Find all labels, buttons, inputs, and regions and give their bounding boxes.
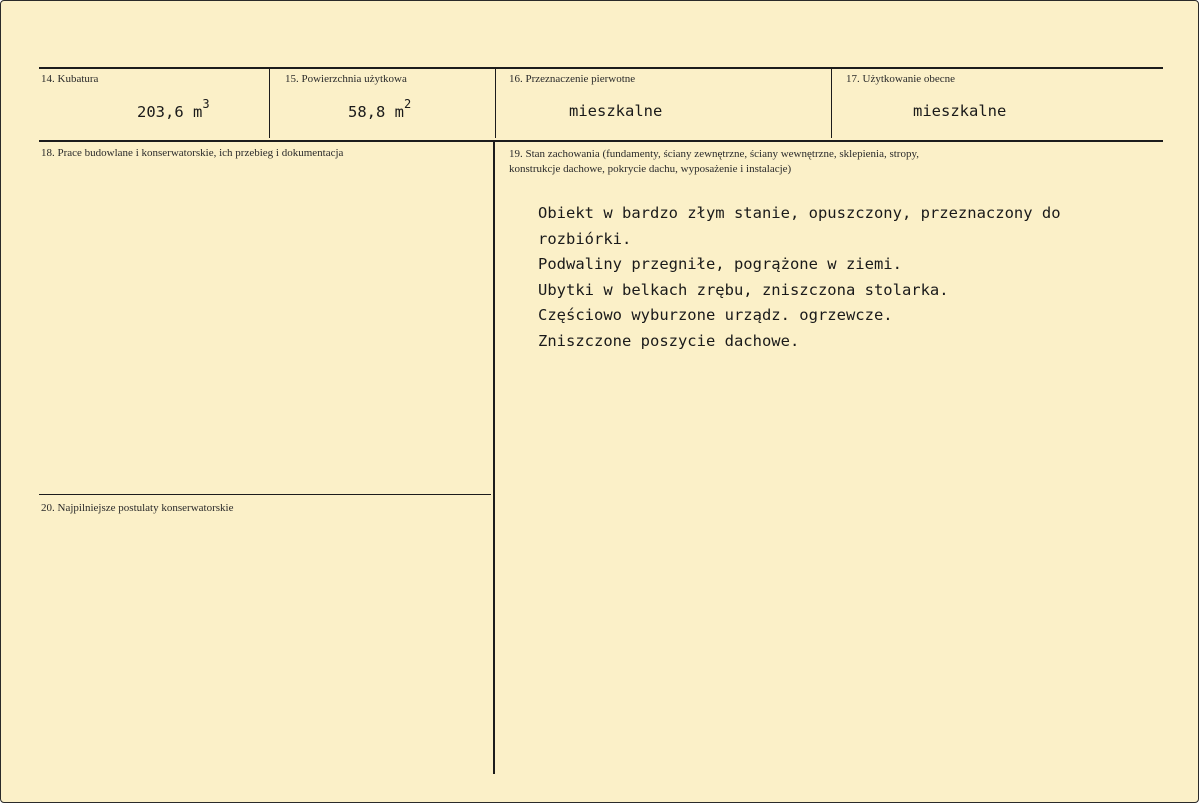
powierzchnia-number: 58,8 m xyxy=(348,103,404,121)
middle-rule xyxy=(39,140,1163,142)
kubatura-exponent: 3 xyxy=(202,97,210,111)
stan-label xyxy=(509,147,919,177)
vertical-divider-main xyxy=(493,142,495,774)
prace-label: 18. Prace budowlane i konserwatorskie, ich przebieg i dokumentacja xyxy=(41,147,344,159)
stan-line: Ubytki w belkach zrębu, zniszczona stolarka. xyxy=(538,280,949,299)
stan-line: Obiekt w bardzo złym stanie, opuszczony, przeznaczony do xyxy=(538,204,1061,222)
column-divider-3 xyxy=(831,69,832,138)
stan-label-line-1: 19. Stan zachowania (fundamenty, ściany zewnętrzne, ściany wewnętrzne, sklepienia, stropy, xyxy=(509,148,920,160)
uzytkowanie-label: 17. Użytkowanie obecne xyxy=(846,73,956,85)
stan-line: Częściowo wyburzone urządz. ogrzewcze. xyxy=(538,306,893,324)
przeznaczenie-label: 16. Przeznaczenie pierwotne xyxy=(509,73,636,85)
column-divider-1 xyxy=(269,69,270,138)
powierzchnia-value xyxy=(348,97,412,121)
kubatura-number: 203,6 m xyxy=(137,103,203,121)
left-section-divider xyxy=(39,494,491,495)
uzytkowanie-value: mieszkalne xyxy=(913,102,1007,120)
stan-description xyxy=(538,201,1061,354)
stan-label-line-2: konstrukcje dachowe, pokrycie dachu, wyposażenie i instalacje) xyxy=(509,163,792,175)
top-rule xyxy=(39,67,1163,69)
przeznaczenie-value: mieszkalne xyxy=(569,102,663,120)
kubatura-label: 14. Kubatura xyxy=(41,73,99,85)
stan-line: Zniszczone poszycie dachowe. xyxy=(538,331,800,350)
postulaty-label: 20. Najpilniejsze postulaty konserwatorskie xyxy=(41,502,234,514)
kubatura-value xyxy=(137,97,210,121)
powierzchnia-label: 15. Powierzchnia użytkowa xyxy=(285,73,407,85)
powierzchnia-exponent: 2 xyxy=(404,97,412,111)
column-divider-2 xyxy=(495,69,496,138)
stan-line: rozbiórki. xyxy=(538,229,632,248)
stan-line: Podwaliny przegniłe, pogrążone w ziemi. xyxy=(538,255,902,273)
